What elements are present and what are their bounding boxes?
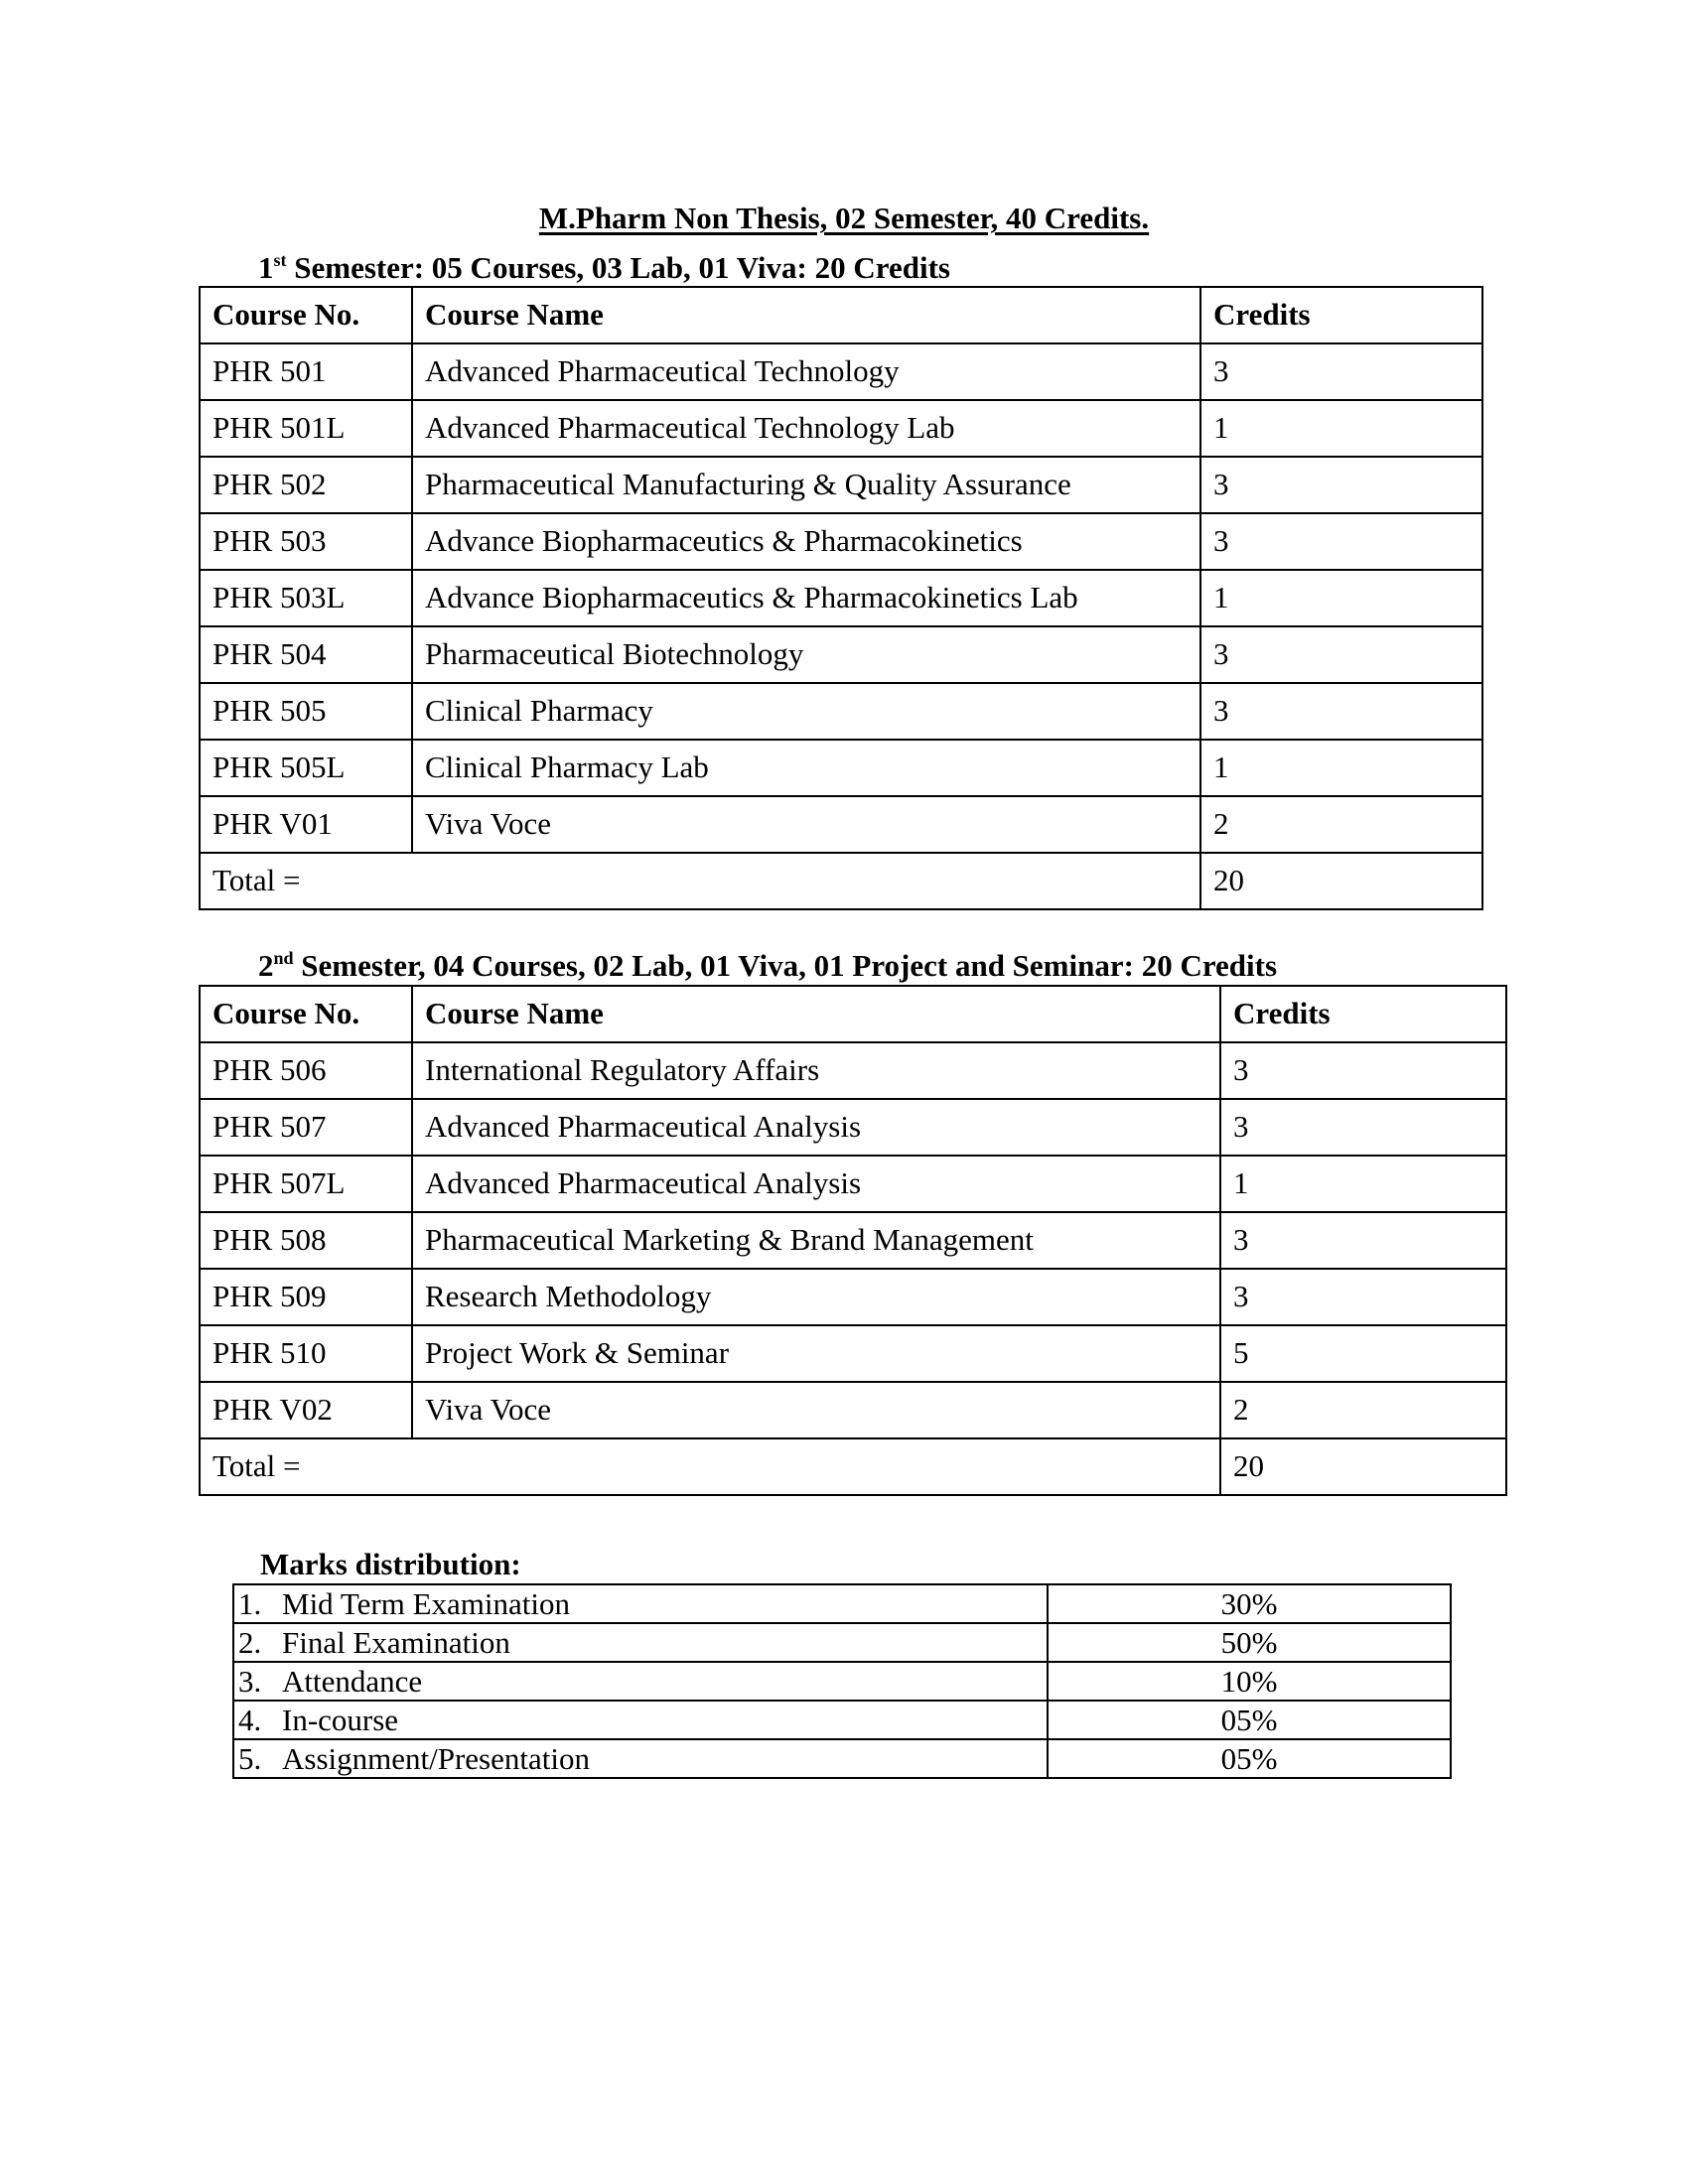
marks-percent-cell: 30%	[1048, 1584, 1451, 1623]
course-number-cell: PHR 502	[200, 457, 412, 513]
course-number-cell: PHR 503	[200, 513, 412, 570]
marks-label-cell	[233, 1584, 1048, 1623]
course-number-cell: PHR 505	[200, 683, 412, 740]
marks-table-body	[233, 1584, 1451, 1778]
credits-cell: 1	[1200, 400, 1482, 457]
course-name-cell: Advanced Pharmaceutical Analysis	[412, 1099, 1220, 1156]
marks-item-number: 1.	[238, 1585, 262, 1621]
credits-cell: 3	[1220, 1212, 1506, 1269]
semester2-heading: 2nd Semester, 04 Courses, 02 Lab, 01 Viva, 01 Project and Seminar: 20 Credits	[258, 948, 1278, 983]
semester2-course-table	[199, 985, 1507, 1496]
marks-label-cell	[233, 1701, 1048, 1739]
table-row	[200, 400, 1482, 457]
marks-label-cell	[233, 1739, 1048, 1778]
marks-item-label: In-course	[282, 1702, 399, 1737]
marks-item-number: 2.	[238, 1624, 262, 1660]
column-header: Credits	[1220, 986, 1506, 1042]
marks-item-label: Final Examination	[282, 1624, 510, 1660]
marks-row	[233, 1584, 1451, 1623]
table-header-row	[200, 287, 1482, 343]
course-name-cell: Viva Voce	[412, 1382, 1220, 1438]
course-number-cell: PHR 507L	[200, 1156, 412, 1212]
marks-percent-cell: 05%	[1048, 1701, 1451, 1739]
table-row	[200, 1325, 1506, 1382]
credits-cell: 1	[1200, 740, 1482, 796]
marks-percent-cell: 10%	[1048, 1662, 1451, 1701]
table-row	[200, 1269, 1506, 1325]
marks-row	[233, 1662, 1451, 1701]
course-number-cell: PHR 501L	[200, 400, 412, 457]
course-name-cell: Project Work & Seminar	[412, 1325, 1220, 1382]
table-row	[200, 1156, 1506, 1212]
total-label-cell: Total =	[200, 1438, 1220, 1495]
marks-label-cell	[233, 1623, 1048, 1662]
table-row	[200, 1099, 1506, 1156]
course-number-cell: PHR 509	[200, 1269, 412, 1325]
course-name-cell: Clinical Pharmacy Lab	[412, 740, 1200, 796]
table-row	[200, 1382, 1506, 1438]
course-number-cell: PHR V02	[200, 1382, 412, 1438]
marks-distribution-heading: Marks distribution:	[260, 1547, 521, 1581]
credits-cell: 3	[1200, 626, 1482, 683]
table-row	[200, 683, 1482, 740]
credits-cell: 5	[1220, 1325, 1506, 1382]
credits-cell: 2	[1220, 1382, 1506, 1438]
total-value-cell: 20	[1200, 853, 1482, 909]
course-name-cell: Advance Biopharmaceutics & Pharmacokinetics Lab	[412, 570, 1200, 626]
course-name-cell: Advance Biopharmaceutics & Pharmacokinetics	[412, 513, 1200, 570]
course-name-cell: Viva Voce	[412, 796, 1200, 853]
marks-row	[233, 1739, 1451, 1778]
marks-percent-cell: 50%	[1048, 1623, 1451, 1662]
credits-cell: 3	[1200, 683, 1482, 740]
table-row	[200, 626, 1482, 683]
course-number-cell: PHR 510	[200, 1325, 412, 1382]
total-value-cell: 20	[1220, 1438, 1506, 1495]
course-name-cell: Advanced Pharmaceutical Technology Lab	[412, 400, 1200, 457]
course-number-cell: PHR 504	[200, 626, 412, 683]
total-label-cell: Total =	[200, 853, 1200, 909]
course-number-cell: PHR 505L	[200, 740, 412, 796]
marks-percent-cell: 05%	[1048, 1739, 1451, 1778]
course-name-cell: Pharmaceutical Biotechnology	[412, 626, 1200, 683]
table-row	[200, 796, 1482, 853]
credits-cell: 1	[1220, 1156, 1506, 1212]
course-number-cell: PHR 508	[200, 1212, 412, 1269]
table-row	[200, 343, 1482, 400]
credits-cell: 3	[1220, 1099, 1506, 1156]
table-row	[200, 570, 1482, 626]
course-number-cell: PHR 503L	[200, 570, 412, 626]
table-row	[200, 457, 1482, 513]
marks-item-number: 4.	[238, 1702, 262, 1737]
column-header: Credits	[1200, 287, 1482, 343]
credits-cell: 3	[1220, 1269, 1506, 1325]
course-name-cell: Pharmaceutical Manufacturing & Quality Assurance	[412, 457, 1200, 513]
credits-cell: 3	[1200, 343, 1482, 400]
credits-cell: 3	[1200, 457, 1482, 513]
credits-cell: 1	[1200, 570, 1482, 626]
table-row	[200, 740, 1482, 796]
total-row	[200, 1438, 1506, 1495]
course-name-cell: Clinical Pharmacy	[412, 683, 1200, 740]
marks-item-number: 5.	[238, 1740, 262, 1776]
marks-item-label: Mid Term Examination	[282, 1585, 570, 1621]
course-name-cell: Advanced Pharmaceutical Analysis	[412, 1156, 1220, 1212]
semester1-table-body	[200, 287, 1482, 909]
marks-item-label: Attendance	[282, 1663, 423, 1699]
course-number-cell: PHR V01	[200, 796, 412, 853]
table-row	[200, 513, 1482, 570]
marks-distribution-table	[232, 1583, 1452, 1779]
course-number-cell: PHR 506	[200, 1042, 412, 1099]
credits-cell: 2	[1200, 796, 1482, 853]
document-title: M.Pharm Non Thesis, 02 Semester, 40 Credits.	[538, 201, 1150, 235]
marks-label-cell	[233, 1662, 1048, 1701]
course-name-cell: Research Methodology	[412, 1269, 1220, 1325]
credits-cell: 3	[1220, 1042, 1506, 1099]
semester1-heading: 1st Semester: 05 Courses, 03 Lab, 01 Viva: 20 Credits	[258, 250, 950, 285]
marks-item-number: 3.	[238, 1663, 262, 1699]
course-name-cell: Advanced Pharmaceutical Technology	[412, 343, 1200, 400]
semester1-course-table	[199, 286, 1483, 910]
credits-cell: 3	[1200, 513, 1482, 570]
course-name-cell: Pharmaceutical Marketing & Brand Management	[412, 1212, 1220, 1269]
marks-row	[233, 1623, 1451, 1662]
marks-item-label: Assignment/Presentation	[282, 1740, 590, 1776]
course-number-cell: PHR 501	[200, 343, 412, 400]
column-header: Course Name	[412, 986, 1220, 1042]
course-name-cell: International Regulatory Affairs	[412, 1042, 1220, 1099]
table-row	[200, 1212, 1506, 1269]
table-header-row	[200, 986, 1506, 1042]
table-row	[200, 1042, 1506, 1099]
marks-row	[233, 1701, 1451, 1739]
course-number-cell: PHR 507	[200, 1099, 412, 1156]
semester2-table-body	[200, 986, 1506, 1495]
total-row	[200, 853, 1482, 909]
column-header: Course Name	[412, 287, 1200, 343]
column-header: Course No.	[200, 287, 412, 343]
column-header: Course No.	[200, 986, 412, 1042]
